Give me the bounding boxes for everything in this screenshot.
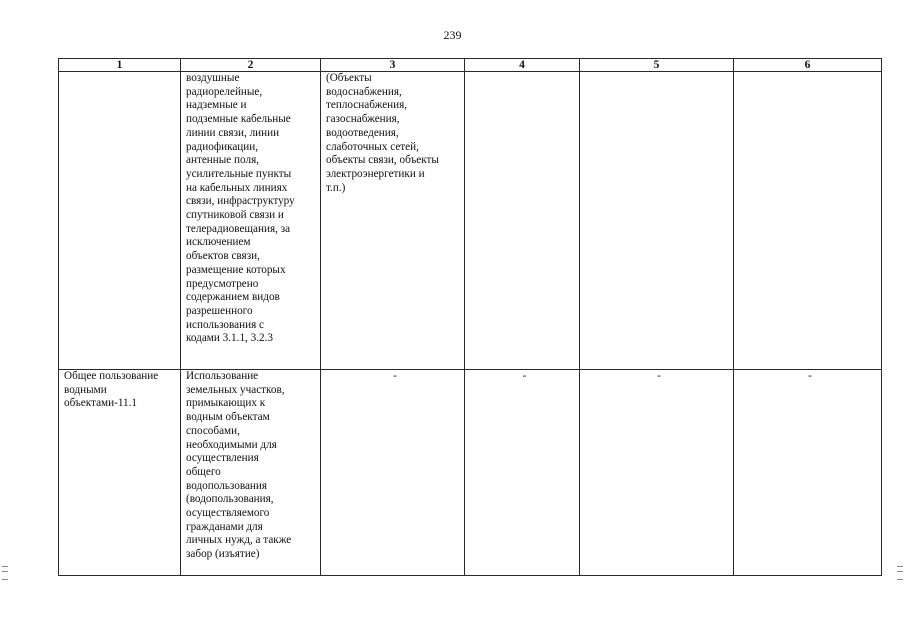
cell-text: Общее пользование водными объектами-11.1 — [64, 370, 159, 410]
table-cell — [181, 72, 321, 370]
table-cell — [465, 72, 580, 370]
cell-text: - — [522, 370, 527, 382]
cell-text: - — [657, 370, 661, 382]
table-cell — [734, 72, 882, 370]
table-cell — [321, 370, 465, 576]
table-row — [59, 370, 882, 576]
table-cell — [181, 370, 321, 576]
right-edge-scan-mark — [897, 566, 903, 580]
column-header-5: 5 — [580, 59, 734, 72]
column-header-3: 3 — [321, 59, 465, 72]
table-cell — [59, 72, 181, 370]
table-row — [59, 72, 882, 370]
regulation-table — [58, 58, 882, 576]
column-header-4: 4 — [465, 59, 580, 72]
column-header-2: 2 — [181, 59, 321, 72]
cell-text: (Объекты водоснабжения, теплоснабжения, газоснабжения, водоотведения, слаботочных сетей, объекты связи, объекты электроэнергетики и т.п.) — [326, 72, 439, 194]
table-header-row — [59, 59, 882, 72]
cell-text: воздушные радиорелейные, надземные и подземные кабельные линии связи, линии радиофикации, антенные поля, усилительные пункты на кабельных линиях связи, инфраструктуру спутниковой связи и телерадиовещания, за исключением объектов связи, размещение которых предусмотрено содержанием видов разрешенного использования с кодами 3.1.1, 3.2.3 — [186, 72, 295, 345]
table-cell — [59, 370, 181, 576]
left-edge-scan-mark — [2, 566, 8, 580]
column-header-1: 1 — [59, 59, 181, 72]
table-cell — [321, 72, 465, 370]
cell-text: - — [393, 370, 397, 382]
table-cell — [580, 72, 734, 370]
table-cell — [465, 370, 580, 576]
cell-text: Использование земельных участков, примыкающих к водным объектам способами, необходимыми для осуществления общего водопользования (водопользования, осуществляемого гражданами для личных нужд, а также забор (изъятие) — [186, 370, 292, 561]
table-cell — [734, 370, 882, 576]
page-number: 239 — [443, 28, 462, 42]
table-cell — [580, 370, 734, 576]
column-header-6: 6 — [734, 59, 882, 72]
cell-text: - — [808, 370, 812, 382]
